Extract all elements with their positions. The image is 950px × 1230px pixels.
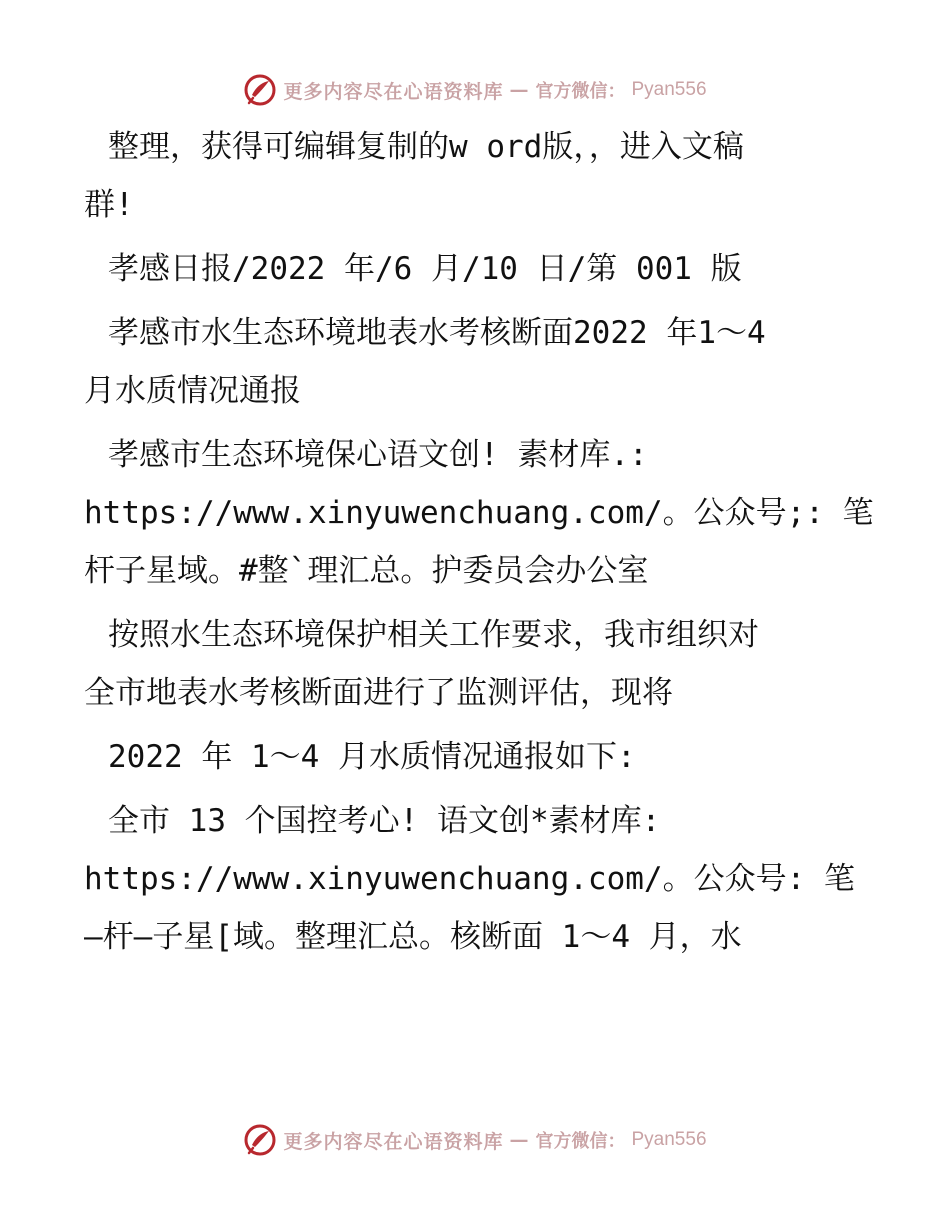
footer-separator: — [509, 1129, 530, 1151]
footer-wechat-label: 官方微信： [535, 1131, 626, 1152]
paragraph-line: 按照水生态环境保护相关工作要求，我市组织对 [108, 617, 759, 653]
paragraph-line: 2022 年 1～4 月水质情况通报如下: [108, 739, 636, 775]
paragraph-6 [96, 728, 856, 786]
paragraph-line: 整理，获得可编辑复制的w ord版，，进入文稿 [108, 129, 744, 165]
paragraph-line: 孝感市生态环境保心语文创! 素材库.: [108, 437, 648, 473]
paragraph-5 [84, 606, 856, 722]
paragraph-line: —杆—子星[域。整理汇总。核断面 1～4 月，水 [84, 919, 742, 955]
paragraph-line: 群! [84, 187, 134, 223]
paragraph-line: https://www.xinyuwenchuang.com/。公众号: 笔 [84, 861, 855, 897]
footer-wechat-id: Pyan556 [631, 1129, 707, 1150]
footer-promo-text: 更多内容尽在心语资料库 [283, 1130, 504, 1153]
header-banner [0, 70, 950, 110]
footer-banner [0, 1120, 950, 1160]
paragraph-line: 杆子星域。#整`理汇总。护委员会办公室 [84, 553, 649, 589]
paragraph-4 [84, 426, 874, 600]
paragraph-line: 孝感市水生态环境地表水考核断面2022 年1～4 [108, 315, 766, 351]
logo-icon [243, 73, 277, 107]
paragraph-line: 月水质情况通报 [84, 373, 301, 409]
paragraph-3 [84, 304, 856, 420]
paragraph-line: 全市 13 个国控考心! 语文创*素材库: [108, 803, 661, 839]
paragraph-1 [84, 118, 856, 234]
paragraph-line: 全市地表水考核断面进行了监测评估，现将 [84, 675, 673, 711]
paragraph-line: https://www.xinyuwenchuang.com/。公众号;: 笔 [84, 495, 874, 531]
header-separator: — [509, 79, 530, 101]
paragraph-line: 孝感日报/2022 年/6 月/10 日/第 001 版 [108, 251, 742, 287]
document-body [84, 118, 874, 972]
header-wechat-label: 官方微信： [535, 81, 626, 102]
header-wechat-id: Pyan556 [631, 79, 707, 100]
header-promo-text: 更多内容尽在心语资料库 [283, 80, 504, 103]
logo-icon [243, 1123, 277, 1157]
paragraph-7 [84, 792, 856, 966]
paragraph-2 [96, 240, 856, 298]
